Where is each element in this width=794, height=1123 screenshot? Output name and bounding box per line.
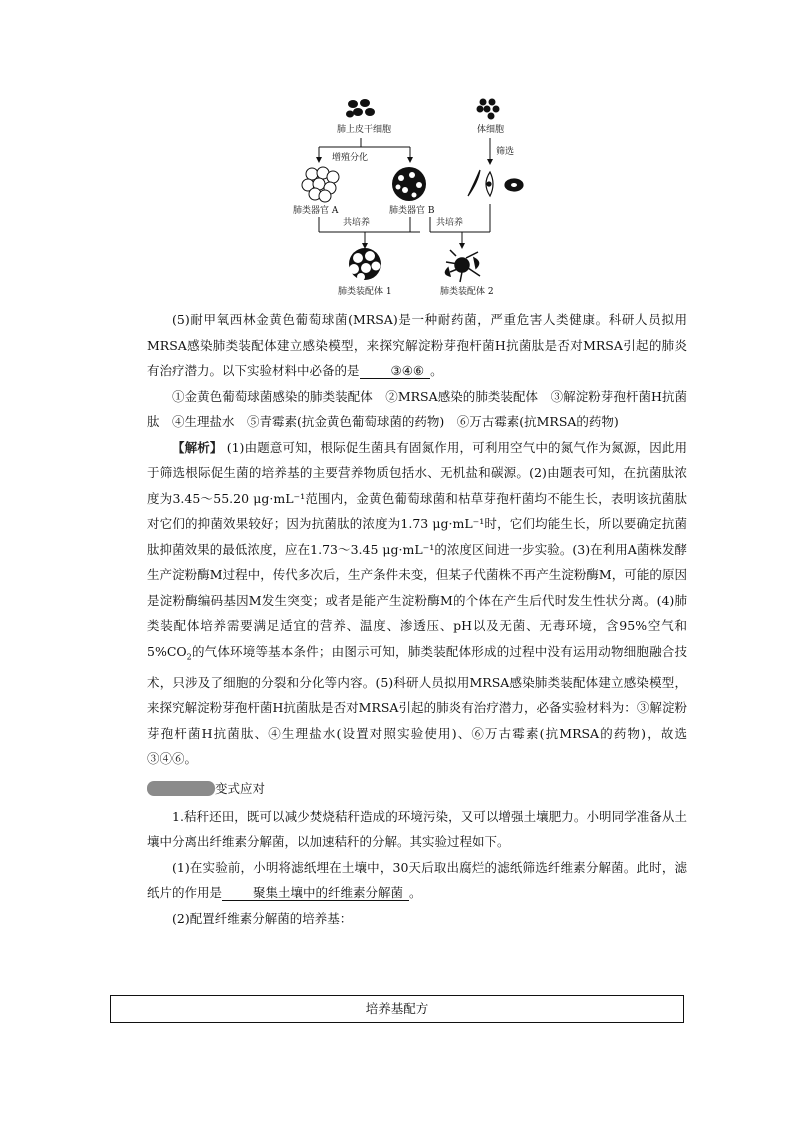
question-5: (5)耐甲氧西林金黄色葡萄球菌(MRSA)是一种耐药菌，严重危害人类健康。科研人员拟用MRSA感染肺类装配体建立感染模型，来探究解淀粉芽孢杆菌H抗菌肽是否对MRSA引起的肺炎有治疗潜力。以下实验材料中必备的是 ③④⑥ 。: [147, 312, 687, 378]
organoid-a-graphic: [302, 167, 339, 202]
label-coculture-1: 共培养: [343, 218, 371, 228]
answer-blank-q5: ③④⑥: [360, 364, 431, 379]
label-assembly-1: 肺类装配体 1: [338, 287, 392, 297]
label-proliferate: 增殖分化: [332, 153, 369, 163]
variant-badge: [147, 781, 215, 796]
analysis-tag: 【解析】: [172, 439, 223, 455]
label-assembly-2: 肺类装配体 2: [440, 287, 494, 297]
label-screen: 筛选: [496, 147, 515, 157]
variant-question-1: 1.秸秆还田，既可以减少焚烧秸秆造成的环境污染，又可以增强土壤肥力。小明同学准备从土壤中分离出纤维素分解菌，以加速秸秆的分解。其实验过程如下。: [147, 808, 687, 849]
question-5-options: ①金黄色葡萄球菌感染的肺类装配体 ②MRSA感染的肺类装配体 ③解淀粉芽孢杆菌H抗菌肽 ④生理盐水 ⑤青霉素(抗金黄色葡萄球菌的药物) ⑥万古霉素(抗MRSA的药物): [147, 388, 687, 429]
variant-header: [147, 776, 687, 804]
label-coculture-2: 共培养: [436, 218, 464, 228]
organoid-b-graphic: [392, 167, 426, 201]
variant-question-1-1: (1)在实验前，小明将滤纸埋在土壤中，30天后取出腐烂的滤纸筛选纤维素分解菌。此时，滤纸片的作用是 聚集土壤中的纤维素分解菌 。: [147, 859, 687, 900]
content: [147, 307, 687, 931]
label-organoid-b: 肺类器官 B: [389, 206, 435, 216]
label-lung-epithelial: 肺上皮干细胞: [337, 125, 392, 135]
assembly-2-graphic: [445, 250, 480, 282]
analysis: 【解析】 (1)由题意可知，根际促生菌具有固氮作用，可利用空气中的氮气作为氮源，因此用于筛选根际促生菌的培养基的主要营养物质包括水、无机盐和碳源。(2)由题表可知，在抗菌肽浓度为3.45～55.20 μg·mL⁻¹范围内，金黄色葡萄球菌和枯草芽孢杆菌均不能生长，表明该抗菌肽对它们的抑菌效果较好；因为抗菌肽的浓度为1.73 μg·mL⁻¹时，它们均能生长，所以要确定抗菌肽抑菌效果的最低浓度，应在1.73～3.45 μg·mL⁻¹的浓度区间进一步实验。(3)在利用A菌株发酵生产淀粉酶M过程中，传代多次后，生产条件未变，但某子代菌株不再产生淀粉酶M，可能的原因是淀粉酶编码基因M发生突变；或者是能产生淀粉酶M的个体在产生后代时发生性状分离。(4)肺类装配体培养需要满足适宜的营养、温度、渗透压、pH以及无菌、无毒环境，含95%空气和$5\%CO_2$的气体环境等基本条件；由图示可知，肺类装配体形成的过程中没有运用动物细胞融合技术，只涉及了细胞的分裂和分化等内容。(5)科研人员拟用MRSA感染肺类装配体建立感染模型，来探究解淀粉芽孢杆菌H抗菌肽是否对MRSA引起的肺炎有治疗潜力，必备实验材料为：③解淀粉芽孢杆菌H抗菌肽、④生理盐水(设置对照实验使用)、⑥万古霉素(抗MRSA的药物)，故选③④⑥。: [147, 439, 687, 766]
diagram-svg: [290, 92, 550, 302]
variant-title: 变式应对: [215, 780, 266, 796]
stem-cells-graphic: [346, 99, 375, 118]
screened-cells-graphic: [468, 170, 523, 196]
answer-blank-q1-1: 聚集土壤中的纤维素分解菌: [222, 886, 409, 901]
organoid-diagram: [290, 92, 550, 302]
body-cells-graphic: [477, 99, 500, 120]
label-body-cells: 体细胞: [477, 125, 505, 135]
medium-formula-table-header: 培养基配方: [110, 995, 684, 1023]
assembly-1-graphic: [349, 248, 381, 281]
label-organoid-a: 肺类器官 A: [293, 206, 339, 216]
variant-question-1-2: (2)配置纤维素分解菌的培养基：: [172, 910, 353, 926]
